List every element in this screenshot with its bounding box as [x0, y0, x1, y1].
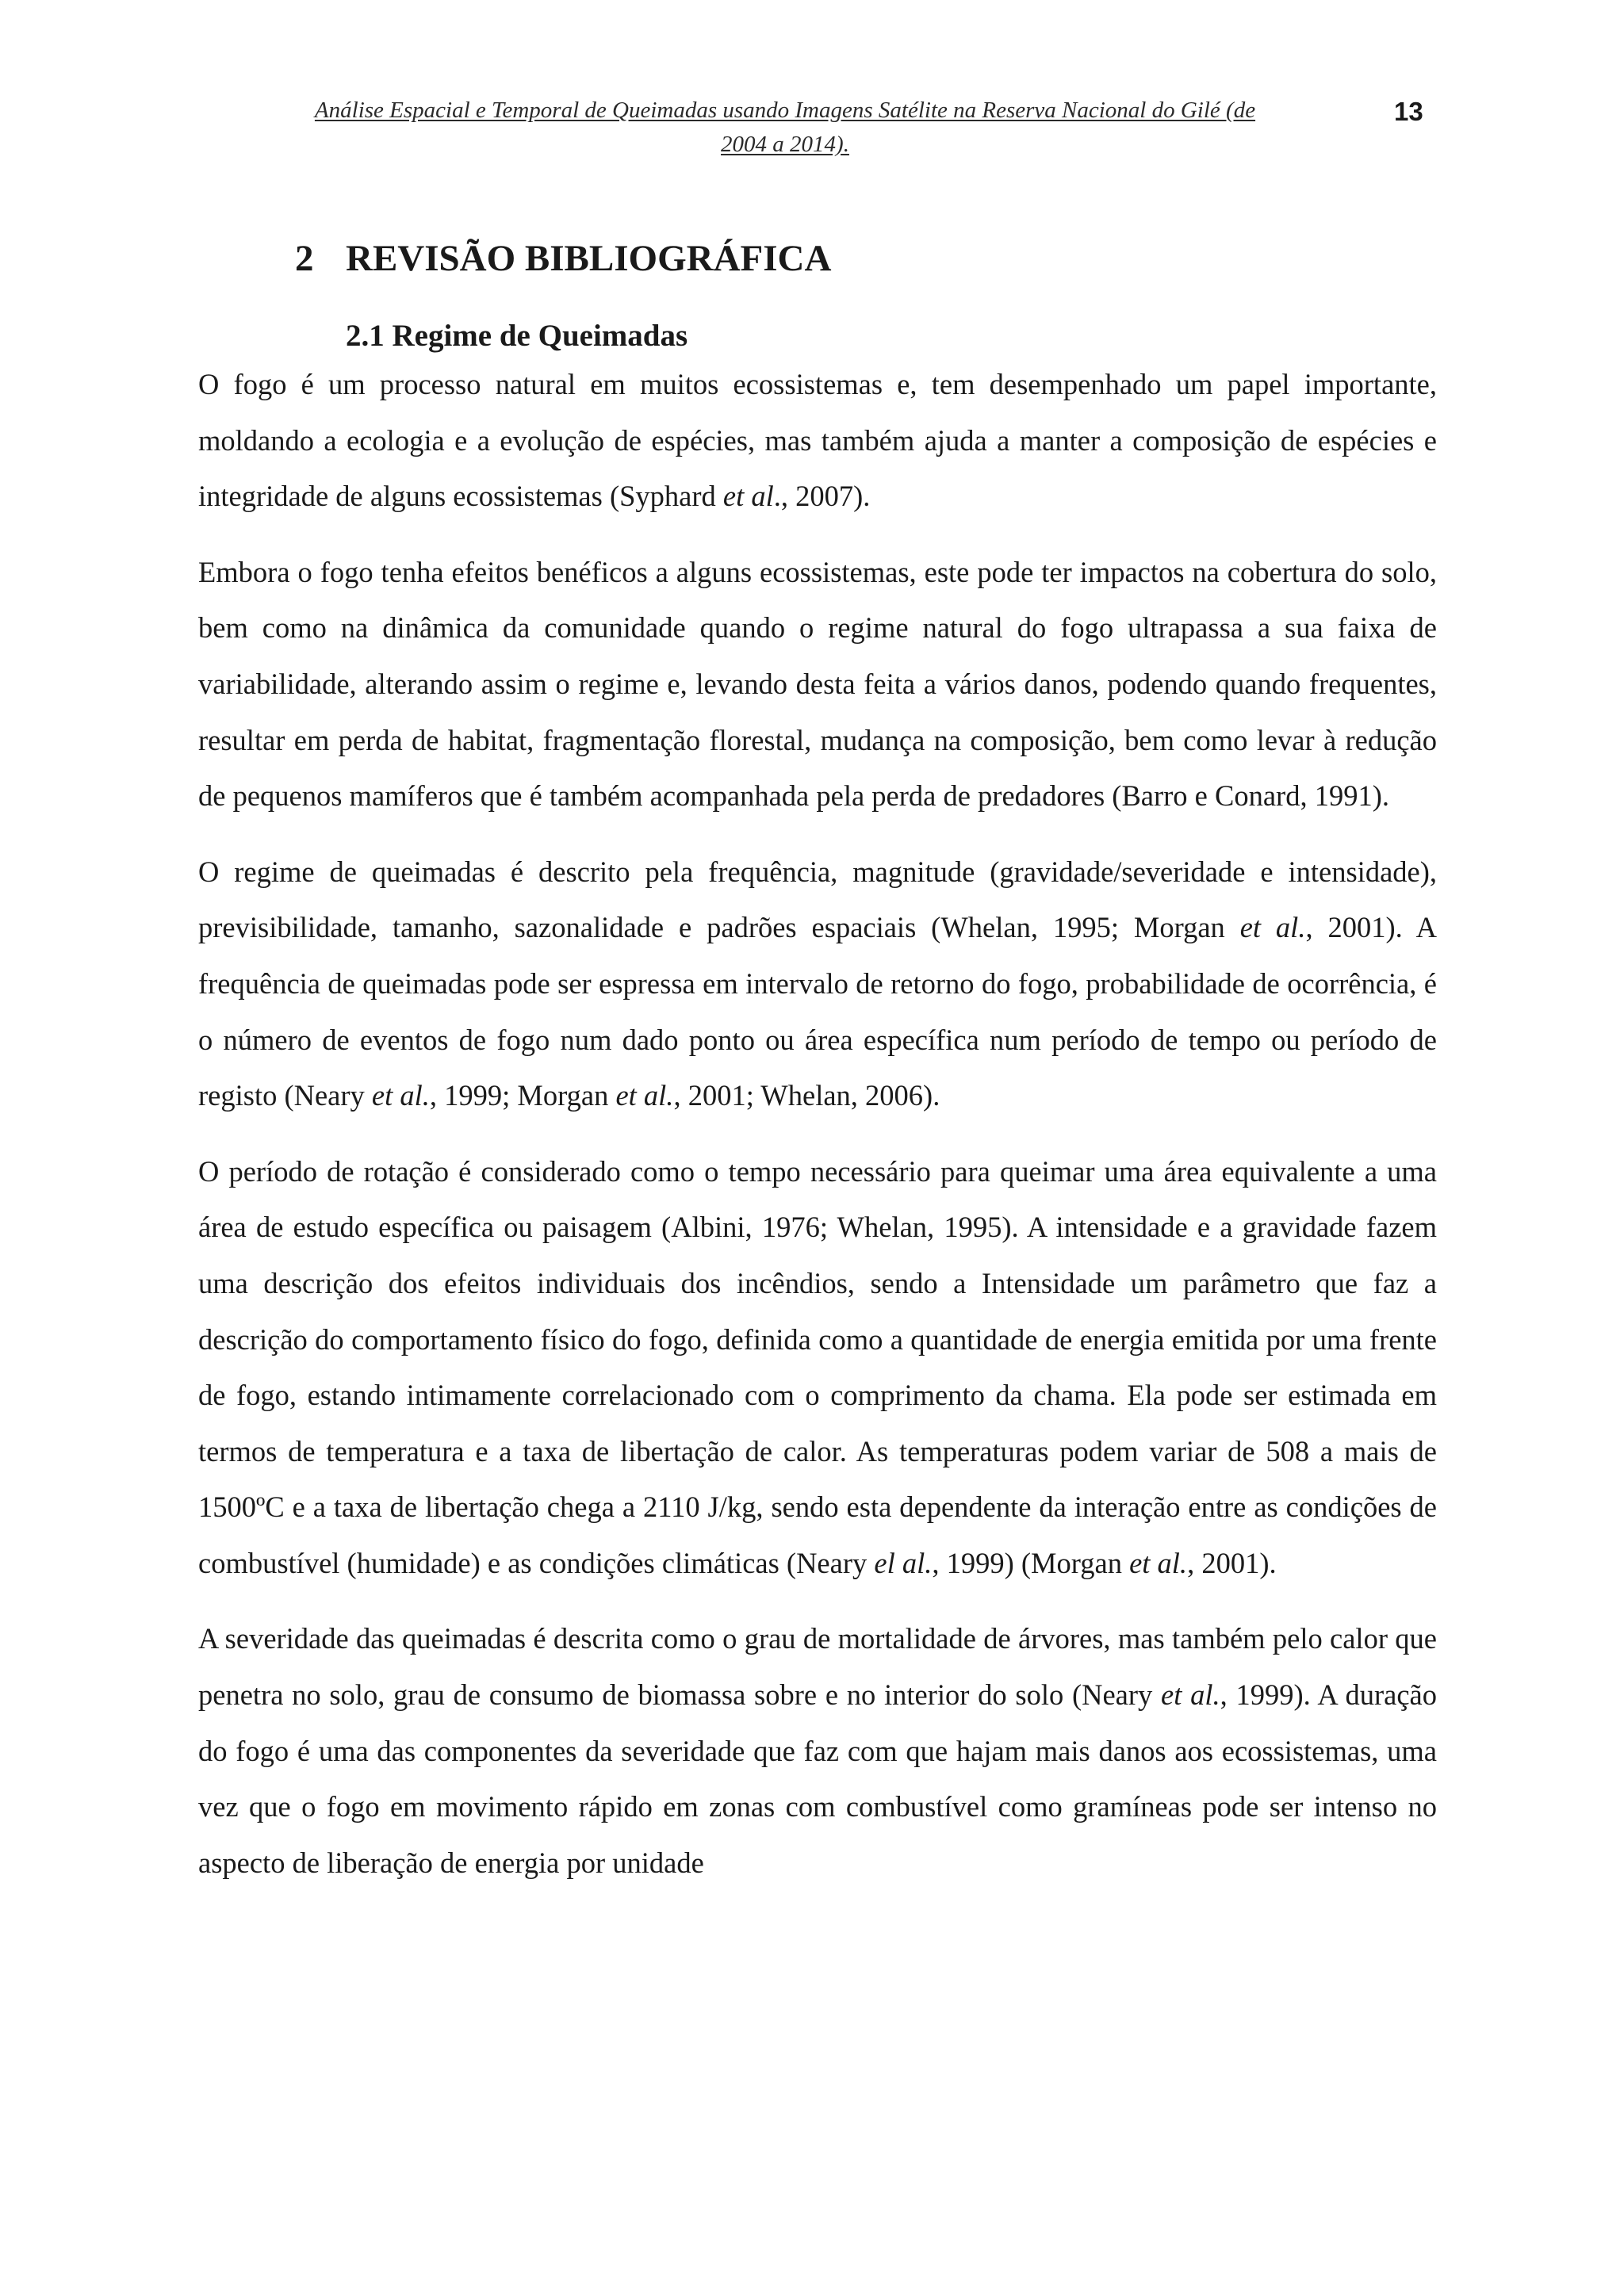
chapter-number: 2	[295, 238, 314, 279]
paragraph-1	[198, 357, 1437, 525]
citation-et-al: et al.	[1129, 1546, 1188, 1579]
text-run: O regime de queimadas é descrito pela frequência, magnitude (gravidade/severidade e intensidade), previsibilidade, tamanho, sazonalidade e padrões espaciais (Whelan, 1995; Morgan	[198, 855, 1437, 944]
text-run: , 2001).	[1187, 1546, 1277, 1579]
page-number: 13	[1394, 97, 1423, 126]
text-run: , 1999; Morgan	[429, 1079, 616, 1112]
paragraph-4	[198, 1144, 1437, 1592]
chapter-heading	[295, 233, 831, 284]
text-run: A severidade das queimadas é descrita como o grau de mortalidade de árvores, mas também pelo calor que penetra no solo, grau de consumo de biomassa sobre e no interior do solo (Neary	[198, 1622, 1437, 1712]
text-run: , 2001). A frequência de queimadas pode ser espressa em intervalo de retorno do fogo, probabilidade de ocorrência, é o número de eventos de fogo num dado ponto ou área específica num período de tempo ou período de registo (Neary	[198, 911, 1437, 1112]
citation-et-al: et al.	[1161, 1678, 1220, 1712]
citation-et-al: et al.	[371, 1079, 430, 1112]
chapter-title: REVISÃO BIBLIOGRÁFICA	[346, 238, 832, 279]
citation-et-al: et al.	[615, 1079, 674, 1112]
running-header-line-2: 2004 a 2014).	[721, 132, 849, 157]
text-run: Embora o fogo tenha efeitos benéficos a alguns ecossistemas, este pode ter impactos na cobertura do solo, bem como na dinâmica da comunidade quando o regime natural do fogo ultrapassa a sua faixa de variabilidade, alterando assim o regime e, levando desta feita a vários danos, podendo quando frequentes, resultar em perda de habitat, fragmentação florestal, mudança na composição, bem como levar à redução de pequenos mamíferos que é também acompanhada pela perda de predadores (Barro e Conard, 1991).	[198, 555, 1437, 813]
text-run: ., 2007).	[773, 480, 871, 513]
citation-el-al: el al.	[874, 1546, 933, 1579]
text-run: O período de rotação é considerado como o tempo necessário para queimar uma área equivalente a uma área de estudo específica ou paisagem (Albini, 1976; Whelan, 1995). A intensidade e a gravidade fazem uma descrição dos efeitos individuais dos incêndios, sendo a Intensidade um parâmetro que faz a descrição do comportamento físico do fogo, definida como a quantidade de energia emitida por uma frente de fogo, estando intimamente correlacionado com o comprimento da chama. Ela pode ser estimada em termos de temperatura e a taxa de libertação de calor. As temperaturas podem variar de 508 a mais de 1500ºC e a taxa de libertação chega a 2110 J/kg, sendo esta dependente da interação entre as condições de combustível (humidade) e as condições climáticas (Neary	[198, 1154, 1437, 1579]
paragraph-2	[198, 545, 1437, 825]
text-run: O fogo é um processo natural em muitos ecossistemas e, tem desempenhado um papel importante, moldando a ecologia e a evolução de espécies, mas também ajuda a manter a composição de espécies e integridade de alguns ecossistemas (Syphard	[198, 368, 1437, 513]
paragraph-3	[198, 844, 1437, 1124]
text-run: , 1999) (Morgan	[932, 1546, 1130, 1579]
text-run: , 2001; Whelan, 2006).	[673, 1079, 940, 1112]
citation-et-al: et al	[722, 480, 774, 513]
section-heading: 2.1 Regime de Queimadas	[346, 319, 688, 353]
running-header	[214, 94, 1356, 162]
citation-et-al: et al.	[1239, 911, 1306, 944]
running-header-line-1: Análise Espacial e Temporal de Queimadas usando Imagens Satélite na Reserva Nacional do Gilé (de	[314, 98, 1256, 123]
body-text	[198, 357, 1437, 1911]
text-run: , 1999). A duração do fogo é uma das componentes da severidade que faz com que hajam mais danos aos ecossistemas, uma vez que o fogo em movimento rápido em zonas com combustível como gramíneas pode ser intenso no aspecto de liberação de energia por unidade	[198, 1678, 1438, 1879]
paragraph-5	[198, 1611, 1437, 1891]
